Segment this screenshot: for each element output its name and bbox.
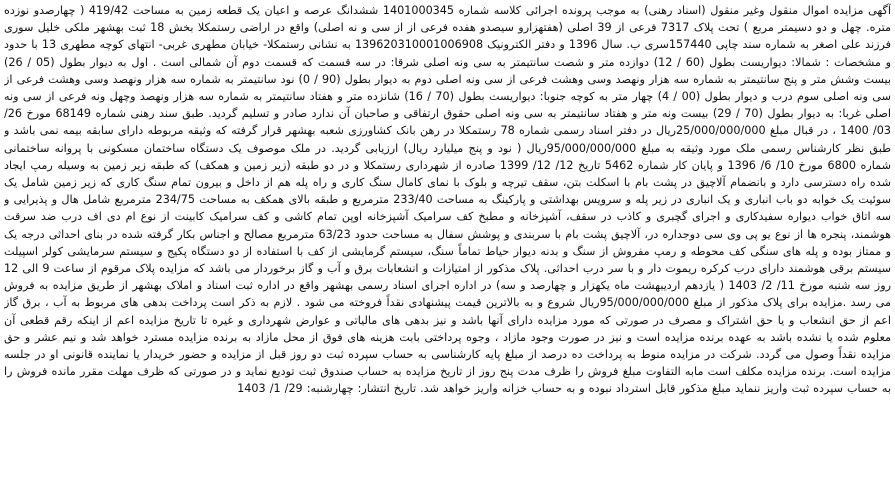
auction-notice-text: آگهی مزایده اموال منقول وغیر منقول (اسناد رهنی) به موجب پرونده اجرائی کلاسه شماره 1401000345 ششدانگ عرصه و اعیان یک قطعه زمین به مساحت 419/42 ( چهارصدو نوزده متره. چهل و دو دسیمتر مربع ) تحت پلاک 7317 فرعی از 39 اصلی (هفتهزارو سیصدو هفده فرعی از از سی و نه اصلی) واقع در اراضی رستمکلا بخش 18 ثبت بهشهر ملکی خلیل سوری فرزند علی اصغر به شماره سند چاپی 157440سری ب. سال 1396 و دفتر الکترونیک 139620310001006908 به نشانی رستمکلا- خیابان مطهری غربی- انتهای کوچه مطهری 13 با حدود و مشخصات : شمالا: دیواریست بطول (60 / 12) دوازده متر و شصت سانتیمتر به سی ونه اصلی شرقا: در سه قسمت که قسمت دوم آن شمالی است . اول به دیوار بطول (05 / 26) بیست وشش متر و پنج سانتیمتر به شماره سه هزار ونهصد وسی وهشت فرعی از سی ونه اصلی دوم به دیوار بطول (90 / 0) نود سانتیمتر به شماره سه هزار ونهصد وسی وهشت فرعی از سی ونه اصلی سوم درب و دیوار بطول (00 / 4) چهار متر به کوچه جنوبا: دیواریست بطول (70 / 16) شانزده متر و هفتاد سانتیمتر به شماره سه هزار ونهصد وچهل ونه فرعی از سی ونه اصلی غربا: به دیوار بطول (70 / 29) بیست ونه متر و هفتاد سانتیمتر به سی ونه اصلی حقوق ارتفاقی و صاحبان آن ندارد صادر و تسلیم گردید. طبق سند رهنی شماره 68149 مورخ 26/ 03/ 1400 ، در قبال مبلغ 25/000/000/000ریال در دفتر اسناد رسمی شماره 78 رستمکلا در رهن بانک کشاورزی شعبه بهشهر قرار گرفته که وثیقه مربوطه دارای سابقه بیمه نمی باشد و طبق نظر کارشناس رسمی ملک مورد وثیقه به مبلغ 95/000/000/000ریال ( نود و پنج میلیارد ریال) ارزیابی گردید. در ملک موصوف یک دستگاه ساختمان مسکونی با پروانه ساختمانی شماره 6800 مورخ 10/ 6/ 1396 و پایان کار شماره 5462 تاریخ 12/ 12/ 1399 صادره از شهرداری رستمکلا و در دو طبقه (زیر زمین و همکف) که طبقه زیر زمین به وسیله رمپ ایجاد شده راه دسترسی دارد و بانضمام آلاچیق در پشت بام با اسکلت بتن، سقف تیرچه و بلوک با نمای کامال سنگ کاری و راه پله هم از داخل و بیرون تمام سنگ کاری که زیر زمین شامل یک سوئیت یک خوابه دو باب انباری و یک انباری در زیر پله و سرویس بهداشتی و پارکینگ به مساحت 233/40 مترمربع و طبقه بالای همکف به مساحت 234/75 مترمربع شامل هال و پذیرایی و سه اتاق خواب دیواره سفیدکاری و اجرای گچبری و کاذب در سقف، آشپزخانه و مطبخ کف سرامیک آشپزخانه اوپن تمام کاشی و کف سرامیک کابینت از نوع ام دی اف درب ضد سرقت هوشمند، پنجره ها از نوع یو پی وی سی دوجداره در، آلاچیق پشت بام با سربندی و پوشش سفال به مساحت حدود 63/23 مترمربع مصالح و اجناس بکار گرفته شده در بنای احداثی درجه یک و ممتاز بوده و پله های سنگی کف محوطه و رمپ مفروش از سنگ و بدنه دیوار حیاط تماماً سنگ، سیستم گرمایشی از کف با استفاده از دو دستگاه پکیج و سیستم سرمایشی کولر اسپیلت سیستم برقی هوشمند دارای درب کرکره ریموت دار و با سر درب احداثی. پلاک مذکور از امتیازات و انشعابات برق و آب و گاز برخوردار می باشد که مزایده پلاک مرقوم از ساعت 9 الی 12 روز سه شنبه مورخ 11/ 2/ 1403 ( یازدهم اردیبهشت ماه یکهزار و چهارصد و سه) در اداره اجرای اسناد رسمی بهشهر واقع در اداره ثبت اسناد و املاک بهشهر از طریق مزایده به فروش می رسد .مزایده برای پلاک مذکور از مبلغ 95/000/000/000ریال شروع و به بالاترین قیمت پیشنهادی نقداً فروخته می شود . لازم به ذکر است پرداخت بدهی های مربوط به آب ، برق گاز اعم از حق انشعاب و یا حق اشتراک و مصرف در صورتی که مورد مزایده دارای آنها باشد و نیز بدهی های مالیاتی و عوارض شهرداری و غیره تا تاریخ مزایده اعم از اینکه رقم قطعی آن معلوم شده یا نشده باشد به عهده برنده مزایده است و نیز در صورت وجود مازاد ، وجوه پرداختی بابت هزینه های فوق از محل مازاد به برنده مزایده مسترد خواهد شد و نیم عشر و حق مزایده نقداً وصول می گردد. شرکت در مزایده منوط به پرداخت ده درصد از مبلغ پایه کارشناسی به حساب سپرده ثبت دو روز قبل از مزایده و حضور خریدار یا نماینده قانونی او در جلسه مزایده است. برنده مزایده مکلف است مابه التفاوت مبلغ فروش را ظرف مدت پنج روز از تاریخ مزایده به حساب صندوق ثبت تودیع نماید و در صورتی که ظرف مهلت مقرر مانده فروش را به حساب سپرده ثبت واریز ننماید مبلغ مذکور قابل استرداد نبوده و به حساب خزانه واریز خواهد شد. تاریخ انتشار: چهارشنبه: 29/ 1/ 1403 [4, 4, 891, 396]
auction-notice-document [4, 2, 891, 489]
